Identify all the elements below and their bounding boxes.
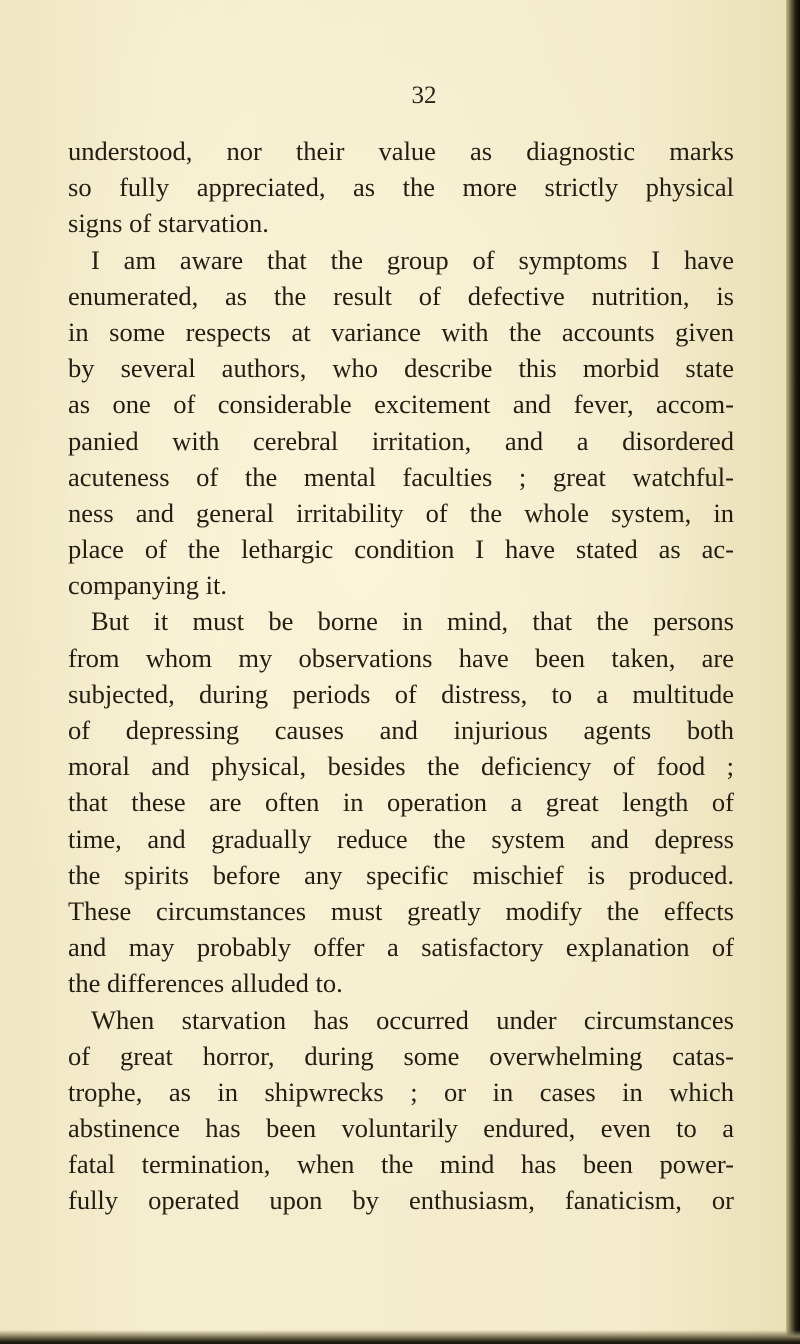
text-line: of depressing causes and injurious agents both: [68, 715, 734, 745]
text-line: subjected, during periods of distress, to a multitude: [68, 678, 734, 709]
text-line: abstinence has been voluntarily endured, even to a: [68, 1113, 734, 1144]
text-line: of great horror, during some overwhelming catas-: [68, 1040, 734, 1071]
page-edge-shadow-right: [786, 0, 800, 1344]
text-line: acuteness of the mental faculties ; great watchful-: [68, 461, 734, 492]
text-line: that these are often in operation a great length of: [68, 787, 734, 818]
text-line: in some respects at variance with the accounts given: [68, 316, 734, 347]
text-line: the differences alluded to.: [68, 968, 343, 999]
text-line: place of the lethargic condition I have stated as ac-: [68, 534, 734, 565]
text-line: panied with cerebral irritation, and a disordered: [68, 425, 734, 456]
text-line: companying it.: [68, 570, 227, 601]
text-line: so fully appreciated, as the more strictly physical: [68, 172, 734, 203]
text-line: fatal termination, when the mind has been power-: [68, 1149, 734, 1180]
text-line: fully operated upon by enthusiasm, fanaticism, or: [68, 1185, 734, 1216]
text-line: ness and general irritability of the whole system, in: [68, 497, 734, 528]
text-line: as one of considerable excitement and fever, accom-: [68, 389, 734, 420]
page-number: 32: [411, 82, 437, 109]
text-line: and may probably offer a satisfactory explanation of: [68, 932, 734, 963]
text-line: understood, nor their value as diagnostic marks: [68, 136, 734, 166]
text-line: But it must be borne in mind, that the persons: [91, 606, 734, 637]
text-line: moral and physical, besides the deficiency of food ;: [68, 751, 734, 782]
text-line: time, and gradually reduce the system and depress: [68, 823, 734, 854]
text-line: by several authors, who describe this morbid state: [68, 353, 734, 384]
text-line: These circumstances must greatly modify the effects: [68, 895, 734, 926]
body-text: [68, 133, 734, 1219]
text-line: signs of starvation.: [68, 208, 269, 239]
page-edge-shadow-bottom: [0, 1330, 800, 1344]
text-line: I am aware that the group of symptoms I have: [91, 244, 734, 275]
text-line: the spirits before any specific mischief is produced.: [68, 859, 734, 890]
text-line: from whom my observations have been taken, are: [68, 642, 734, 673]
text-line: trophe, as in shipwrecks ; or in cases in which: [68, 1076, 734, 1107]
text-line: When starvation has occurred under circumstances: [91, 1004, 734, 1035]
text-line: enumerated, as the result of defective nutrition, is: [68, 280, 734, 311]
